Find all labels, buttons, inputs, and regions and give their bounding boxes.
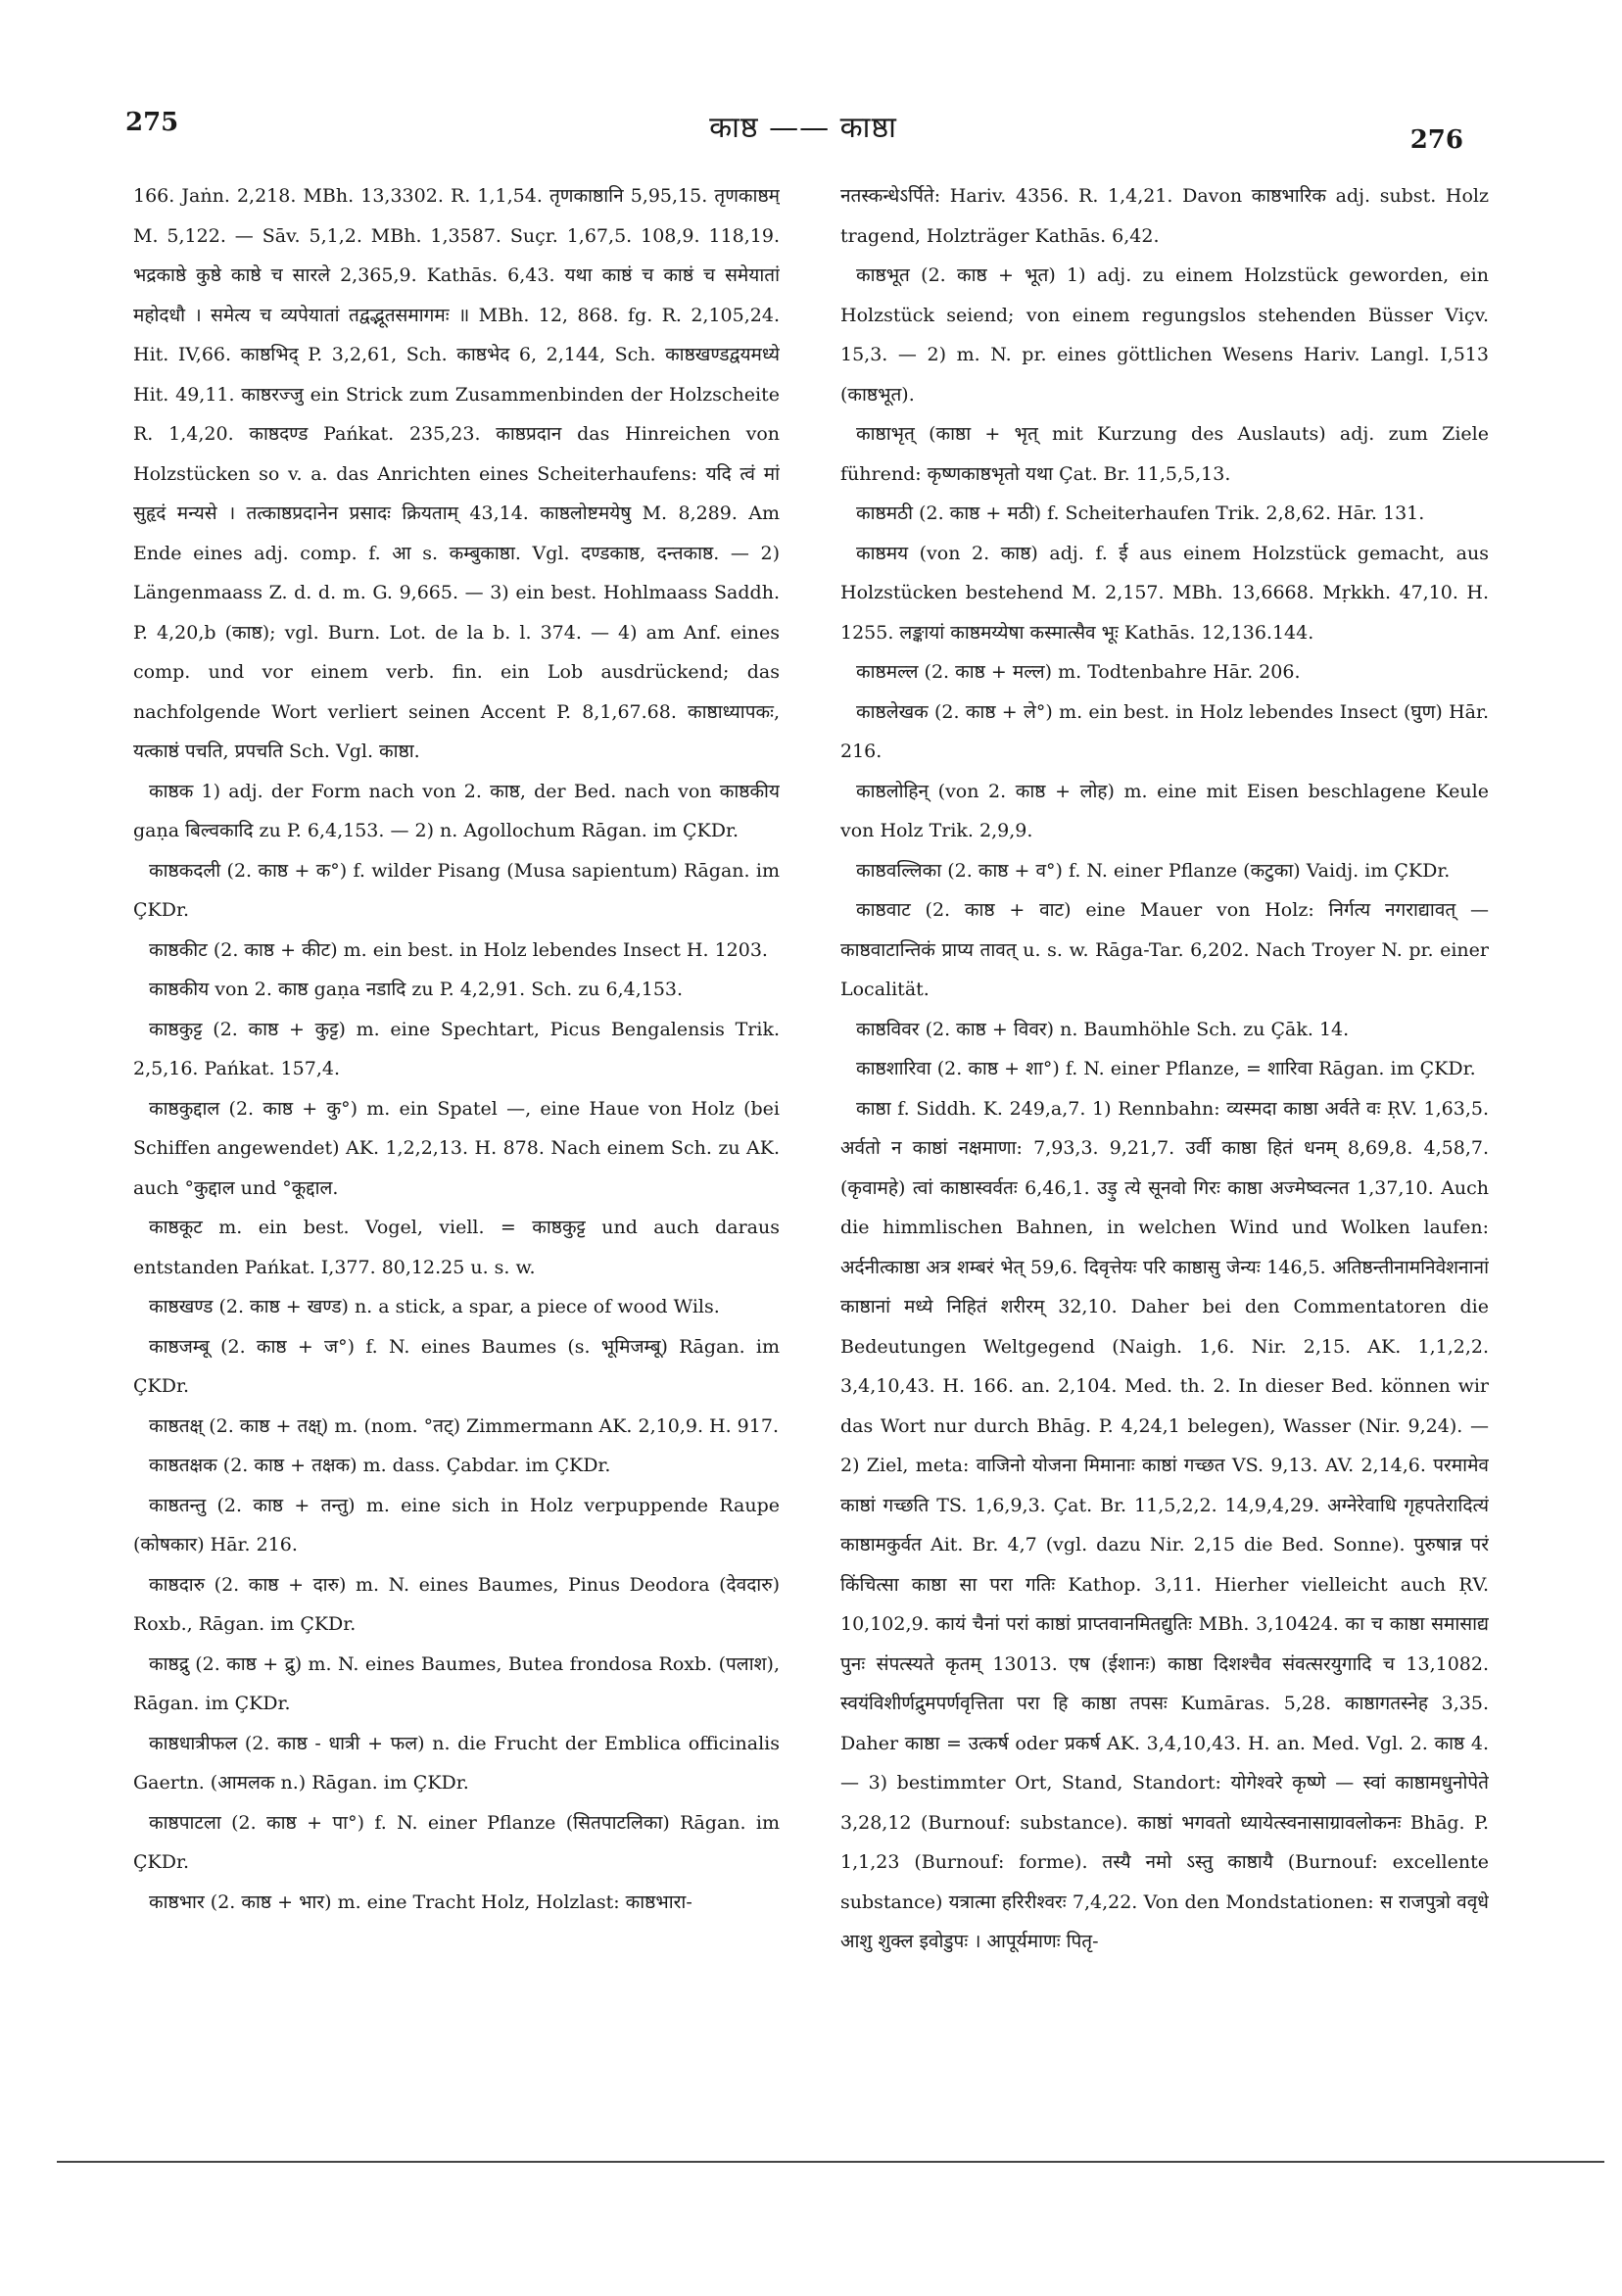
entry-continuation: 166. Jaṅn. 2,218. MBh. 13,3302. R. 1,1,54. तृणकाष्ठानि 5,95,15. तृणकाष्ठम् M. 5,122. — Sāv. 5,1,2. MBh. 1,3587. Suçr. 1,67,5. 108,9. 118,19. भद्रकाष्ठे कुष्ठे काष्ठे च सारले 2,365,9. Kathās. 6,43. यथा काष्ठं च काष्ठं च समेयातां महोदधौ । समेत्य च व्यपेयातां तद्वद्भूतसमागमः ॥ MBh. 12, 868. fg. R. 2,105,24. Hit. IV,66. काष्ठभिद् P. 3,2,61, Sch. काष्ठभेद 6, 2,144, Sch. काष्ठखण्डद्वयमध्ये Hit. 49,11. काष्ठरज्जु ein Strick zum Zusammenbinden der Holzscheite R. 1,4,20. काष्ठदण्ड Pańkat. 235,23. काष्ठप्रदान das Hinreichen von Holzstücken so v. a. das Anrichten eines Scheiterhaufens: यदि त्वं मां सुहृदं मन्यसे । तत्काष्ठप्रदानेन प्रसादः क्रियताम् 43,14. काष्ठलोष्टमयेषु M. 8,289. Am Ende eines adj. comp. f. आ s. कम्बुकाष्ठा. Vgl. दण्डकाष्ठ, दन्तकाष्ठ. — 2) Längenmaass Z. d. d. m. G. 9,665. — 3) ein best. Hohlmaass Saddh. P. 4,20,b (काष्ठ); vgl. Burn. Lot. de la b. l. 374. — 4) am Anf. eines comp. und vor einem verb. fin. ein Lob ausdrückend; das nachfolgende Wort verliert seinen Accent P. 8,1,67.68. काष्ठाध्यापकः, यत्काष्ठं पचति, प्रपचति Sch. Vgl. काष्ठा. [133, 185, 780, 762]
dictionary-entry: काष्ठतक्ष् (2. काष्ठ + तक्ष्) m. (nom. °तट्) Zimmermann AK. 2,10,9. H. 917. [149, 1414, 779, 1437]
dictionary-entry: काष्ठकुट्ट (2. काष्ठ + कुट्ट) m. eine Spechtart, Picus Bengalensis Trik. 2,5,16. Pańkat. 157,4. [133, 1018, 780, 1079]
dictionary-entry: काष्ठमय (von 2. काष्ठ) adj. f. ई aus einem Holzstück gemacht, aus Holzstücken bestehend M. 2,157. MBh. 13,6668. Mṛkkh. 47,10. H. 1255. लङ्कायां काष्ठमय्येषा कस्मात्सैव भूः Kathās. 12,136.144. [840, 542, 1489, 644]
dictionary-entry: काष्ठकुद्दाल (2. काष्ठ + कु°) m. ein Spatel —, eine Haue von Holz (bei Schiffen angewendet) AK. 1,2,2,13. H. 878. Nach einem Sch. zu AK. auch °कुद्दाल und °कूद्दाल. [133, 1097, 780, 1199]
dictionary-entry: काष्ठद्रु (2. काष्ठ + द्रु) m. N. eines Baumes, Butea frondosa Roxb. (पलाश), Rāgan. im ÇKDr. [133, 1652, 780, 1714]
dictionary-entry: काष्ठशारिवा (2. काष्ठ + शा°) f. N. einer Pflanze, = शारिवा Rāgan. im ÇKDr. [856, 1058, 1476, 1079]
right-column [840, 176, 1489, 2145]
dictionary-entry: काष्ठकीट (2. काष्ठ + कीट) m. ein best. in Holz lebendes Insect H. 1203. [149, 938, 768, 961]
dictionary-entry: काष्ठक 1) adj. der Form nach von 2. काष्ठ, der Bed. nach von काष्ठकीय gaṇa बिल्वकादि zu P. 6,4,153. — 2) n. Agollochum Rāgan. im ÇKDr. [133, 780, 780, 841]
dictionary-entry: काष्ठवाट (2. काष्ठ + वाट) eine Mauer von Holz: निर्गत्य नगराद्यावत् — काष्ठवाटान्तिकं प्राप्य तावत् u. s. w. Rāga-Tar. 6,202. Nach Troyer N. pr. einer Localität. [840, 899, 1489, 1000]
dictionary-entry: काष्ठधात्रीफल (2. काष्ठ - धात्री + फल) n. die Frucht der Emblica officinalis Gaertn. (आमलक n.) Rāgan. im ÇKDr. [133, 1732, 780, 1794]
dictionary-entry: काष्ठलोहिन् (von 2. काष्ठ + लोह) m. eine mit Eisen beschlagene Keule von Holz Trik. 2,9,9. [840, 780, 1489, 841]
dictionary-entry: काष्ठविवर (2. काष्ठ + विवर) n. Baumhöhle Sch. zu Çāk. 14. [856, 1018, 1350, 1040]
dictionary-entry: काष्ठदारु (2. काष्ठ + दारु) m. N. eines Baumes, Pinus Deodora (देवदारु) Roxb., Rāgan. im ÇKDr. [133, 1573, 780, 1635]
dictionary-entry: काष्ठखण्ड (2. काष्ठ + खण्ड) n. a stick, a spar, a piece of wood Wils. [149, 1296, 720, 1317]
dictionary-entry: काष्ठभूत (2. काष्ठ + भूत) 1) adj. zu einem Holzstück geworden, ein Holzstück seiend; von einem regungslos stehenden Büsser Viçv. 15,3. — 2) m. N. pr. eines göttlichen Wesens Hariv. Langl. I,513 (काष्ठभूत). [840, 264, 1489, 406]
left-column [133, 176, 780, 2145]
page-number-left: 275 [125, 108, 179, 137]
running-title: काष्ठ —— काष्ठा [709, 111, 897, 145]
dictionary-entry: काष्ठभार (2. काष्ठ + भार) m. eine Tracht Holz, Holzlast: काष्ठभारा- [149, 1890, 692, 1913]
dictionary-entry: काष्ठवल्लिका (2. काष्ठ + व°) f. N. einer Pflanze (कटुका) Vaidj. im ÇKDr. [856, 859, 1451, 882]
dictionary-entry: काष्ठतन्तु (2. काष्ठ + तन्तु) m. eine sich in Holz verpuppende Raupe (कोषकार) Hār. 216. [133, 1494, 780, 1555]
dictionary-entry: काष्ठजम्बू (2. काष्ठ + ज°) f. N. eines Baumes (s. भूमिजम्बू) Rāgan. im ÇKDr. [133, 1335, 780, 1397]
entry-continuation: नतस्कन्धेऽर्पिते: Hariv. 4356. R. 1,4,21. Davon काष्ठभारिक adj. subst. Holz tragend, Holzträger Kathās. 6,42. [840, 185, 1489, 247]
page-number-right: 276 [1409, 125, 1463, 155]
dictionary-entry: काष्ठतक्षक (2. काष्ठ + तक्षक) m. dass. Çabdar. im ÇKDr. [149, 1455, 611, 1476]
bottom-rule [57, 2161, 1604, 2163]
dictionary-entry: काष्ठमठी (2. काष्ठ + मठी) f. Scheiterhaufen Trik. 2,8,62. Hār. 131. [856, 502, 1425, 524]
dictionary-entry: काष्ठलेखक (2. काष्ठ + ले°) m. ein best. in Holz lebendes Insect (घुण) Hār. 216. [840, 700, 1489, 762]
dictionary-entry: काष्ठकदली (2. काष्ठ + क°) f. wilder Pisang (Musa sapientum) Rāgan. im ÇKDr. [133, 859, 780, 921]
dictionary-entry: काष्ठाभृत् (काष्ठा + भृत् mit Kurzung des Auslauts) adj. zum Ziele führend: कृष्णकाष्ठभृतो यथा Çat. Br. 11,5,5,13. [840, 423, 1489, 485]
dictionary-entry: काष्ठपाटला (2. काष्ठ + पा°) f. N. einer Pflanze (सितपाटलिका) Rāgan. im ÇKDr. [133, 1811, 780, 1873]
dictionary-entry: काष्ठा f. Siddh. K. 249,a,7. 1) Rennbahn: व्यस्मदा काष्ठा अर्वते वः ṚV. 1,63,5. अर्वतो न काष्ठां नक्षमाणा: 7,93,3. 9,21,7. उर्वी काष्ठा हितं धनम् 8,69,8. 4,58,7. (कृवामहे) त्वां काष्ठास्वर्वतः 6,46,1. उड़ु त्ये सूनवो गिरः काष्ठा अज्मेष्वत्नत 1,37,10. Auch die himmlischen Bahnen, in welchen Wind und Wolken laufen: अर्दनीत्काष्ठा अत्र शम्बरं भेत् 59,6. दिवृत्तेयः परि काष्ठासु जेन्यः 146,5. अतिष्ठन्तीनामनिवेशनानां काष्ठानां मध्ये निहितं शरीरम् 32,10. Daher bei den Commentatoren die Bedeutungen Weltgegend (Naigh. 1,6. Nir. 2,15. AK. 1,1,2,2. 3,4,10,43. H. 166. an. 2,104. Med. th. 2. In dieser Bed. können wir das Wort nur durch Bhāg. P. 4,24,1 belegen), Wasser (Nir. 9,24). — 2) Ziel, meta: वाजिनो योजना मिमानाः काष्ठां गच्छत VS. 9,13. AV. 2,14,6. परमामेव काष्ठां गच्छति TS. 1,6,9,3. Çat. Br. 11,5,2,2. 14,9,4,29. अग्नेरेवाधि गृहपतेरादित्यं काष्ठामकुर्वत Ait. Br. 4,7 (vgl. dazu Nir. 2,15 die Bed. Sonne). पुरुषान्न परं किंचित्सा काष्ठा सा परा गतिः Kathop. 3,11. Hierher vielleicht auch ṚV. 10,102,9. कायं चैनां परां काष्ठां प्राप्तवानमितद्युतिः MBh. 3,10424. का च काष्ठा समासाद्य पुनः संपत्स्यते कृतम् 13013. एष (ईशानः) काष्ठा दिशश्चैव संवत्सरयुगादि च 13,1082. स्वयंविशीर्णद्रुमपर्णवृत्तिता परा हि काष्ठा तपसः Kumāras. 5,28. काष्ठागतस्नेह 3,35. Daher काष्ठा = उत्कर्ष oder प्रकर्ष AK. 3,4,10,43. H. an. Med. Vgl. 2. काष्ठ 4. — 3) bestimmter Ort, Stand, Standort: योगेश्वरे कृष्णे — स्वां काष्ठामधुनोपेते 3,28,12 (Burnouf: substance). काष्ठां भगवतो ध्यायेत्स्वनासाग्रावलोकनः Bhāg. P. 1,1,23 (Burnouf: forme). तस्यै नमो ऽस्तु काष्ठायै (Burnouf: excellente substance) यत्रात्मा हरिरीश्वरः 7,4,22. Von den Mondstationen: स राजपुत्रो ववृधे आशु शुक्ल इवोडुपः । आपूर्यमाणः पितृ- [840, 1097, 1489, 1952]
dictionary-entry: काष्ठमल्ल (2. काष्ठ + मल्ल) m. Todtenbahre Hār. 206. [856, 661, 1301, 683]
dictionary-entry: काष्ठकूट m. ein best. Vogel, viell. = काष्ठकुट्ट und auch daraus entstanden Pańkat. I,377. 80,12.25 u. s. w. [133, 1217, 780, 1278]
dictionary-entry: काष्ठकीय von 2. काष्ठ gaṇa नडादि zu P. 4,2,91. Sch. zu 6,4,153. [149, 979, 684, 1000]
